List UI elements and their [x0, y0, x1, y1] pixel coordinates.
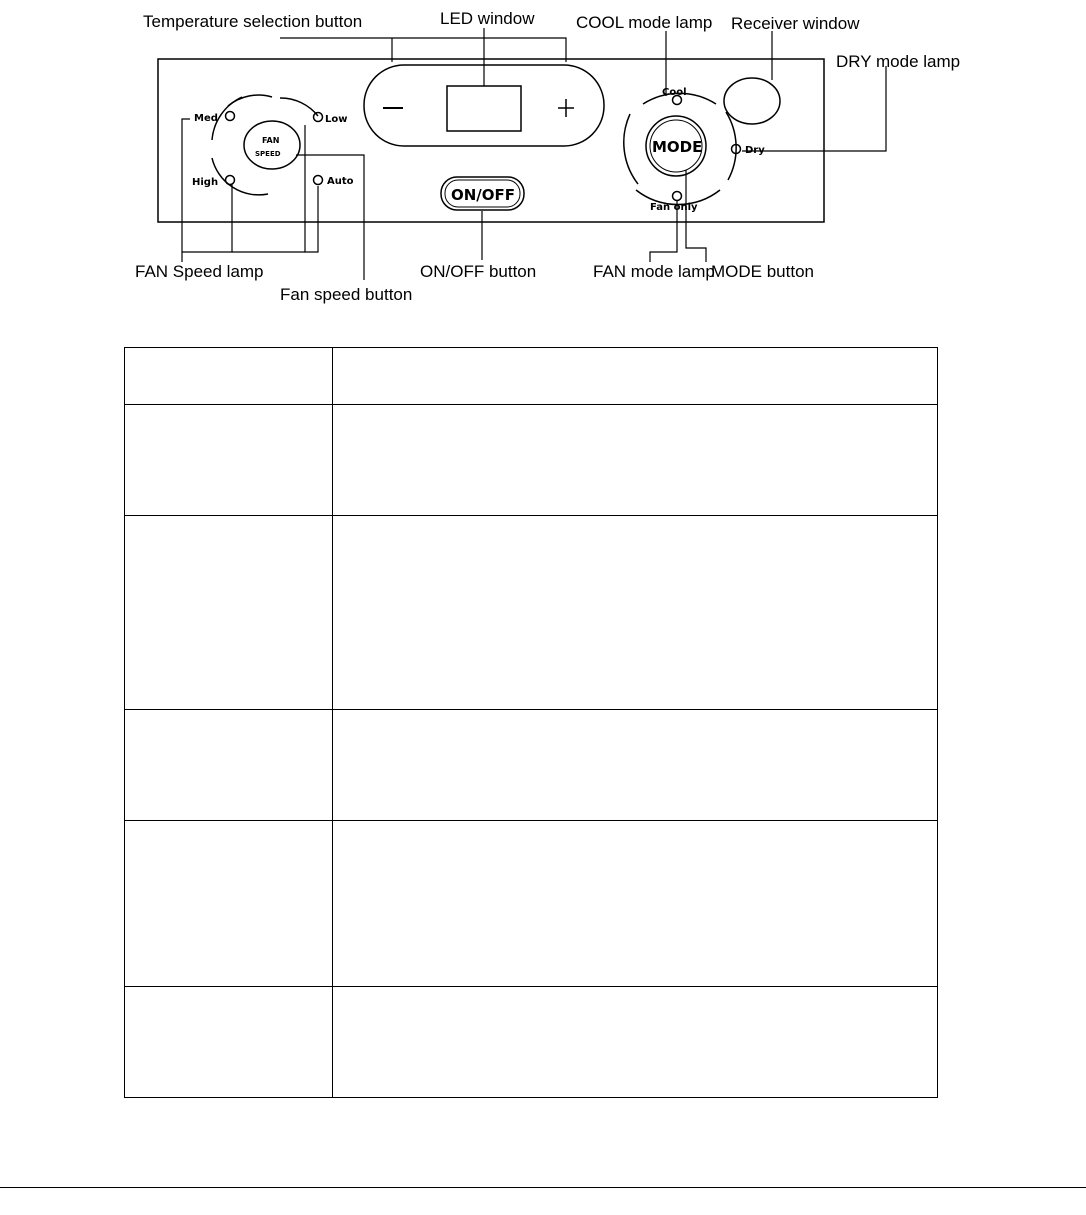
callout-fan-speed-lamp: FAN Speed lamp	[135, 262, 264, 281]
label-low: Low	[325, 114, 348, 125]
table-cell-description	[333, 516, 938, 710]
table-row	[125, 710, 938, 821]
receiver-window	[724, 78, 780, 124]
callout-fan-speed-button: Fan speed button	[280, 285, 413, 304]
high-lamp	[226, 176, 235, 185]
table-cell-description	[333, 348, 938, 405]
fan-ring-segment	[280, 98, 318, 116]
table-cell-name	[125, 987, 333, 1098]
table-cell-name	[125, 710, 333, 821]
callout-fan-mode-lamp: FAN mode lamp	[593, 262, 715, 281]
table-cell-description	[333, 987, 938, 1098]
label-fan: FAN	[262, 136, 280, 145]
table-row	[125, 987, 938, 1098]
label-on-off: ON/OFF	[451, 186, 516, 204]
fan-ring-segment	[232, 182, 270, 193]
mode-ring-segment	[633, 110, 646, 178]
spec-table	[124, 347, 938, 1098]
fan-speed-button[interactable]	[244, 121, 300, 169]
callout-led-window: LED window	[440, 9, 535, 28]
callout-cool-mode-lamp: COOL mode lamp	[576, 13, 713, 32]
label-fan-only: Fan only	[650, 202, 698, 213]
table-cell-name	[125, 348, 333, 405]
callout-dry-mode-lamp: DRY mode lamp	[836, 52, 961, 71]
med-lamp	[226, 112, 235, 121]
callout-mode-button: MODE button	[711, 262, 814, 281]
table-cell-description	[333, 710, 938, 821]
leader-lines	[182, 28, 886, 280]
callout-on-off-button: ON/OFF button	[420, 262, 537, 281]
table-cell-description	[333, 405, 938, 516]
fan-only-lamp	[673, 192, 682, 201]
footer-rule	[0, 1187, 1086, 1188]
mode-ring-segment	[726, 112, 736, 180]
label-dry: Dry	[745, 145, 765, 156]
label-cool: Cool	[662, 87, 687, 98]
auto-lamp	[314, 176, 323, 185]
table-row	[125, 516, 938, 710]
label-med: Med	[194, 113, 218, 124]
led-window	[447, 86, 521, 131]
table-row	[125, 405, 938, 516]
label-speed: SPEED	[255, 150, 281, 158]
label-mode: MODE	[652, 138, 703, 156]
fan-ring-segment	[212, 158, 268, 195]
mode-ring-segment	[624, 114, 638, 184]
table-cell-name	[125, 405, 333, 516]
table-cell-name	[125, 516, 333, 710]
callout-temperature-selection-button: Temperature selection button	[143, 12, 363, 31]
label-auto: Auto	[327, 176, 354, 187]
table-row	[125, 821, 938, 987]
table-cell-description	[333, 821, 938, 987]
low-lamp	[314, 113, 323, 122]
label-high: High	[192, 177, 219, 188]
table-row	[125, 348, 938, 405]
control-panel-diagram	[0, 0, 1086, 320]
callout-receiver-window: Receiver window	[731, 14, 860, 33]
table-cell-name	[125, 821, 333, 987]
